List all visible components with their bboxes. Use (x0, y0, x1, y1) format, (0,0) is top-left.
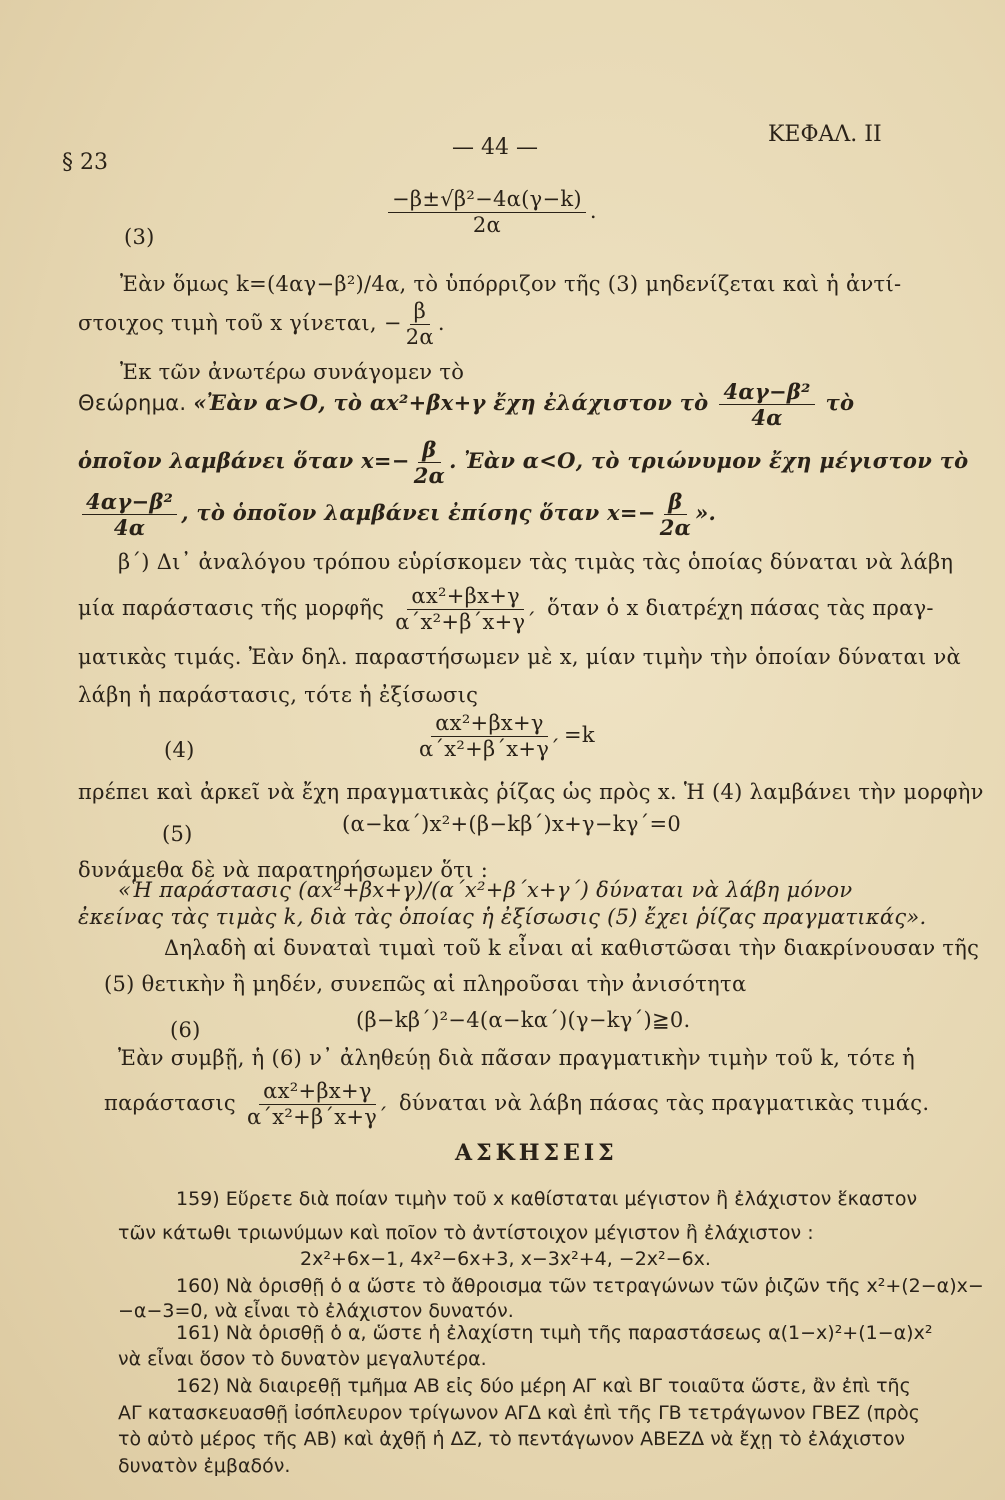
exercises-heading: ΑΣΚΗΣΕΙΣ (455, 1140, 618, 1166)
chapter-label: ΚΕΦΑΛ. ΙΙ (768, 122, 882, 147)
exercise-160-line-2: −α−3=0, νὰ εἶναι τὸ ἐλάχιστον δυνατόν. (118, 1300, 514, 1322)
paragraph-3-line-1: β΄) Δι᾽ ἀναλόγου τρόπου εὑρίσκομεν τὰς τιμὰς τὰς ὁποίας δύναται νὰ λάβη (118, 550, 954, 574)
paragraph-3-line-2 (78, 585, 934, 634)
theorem-line-3 (78, 438, 968, 487)
theorem-fraction-numerator: 4αγ−β² (719, 380, 814, 405)
paragraph-3-line-4: λάβη ἡ παράστασις, τότε ἡ ἐξίσωσις (78, 683, 479, 707)
fraction-denominator: 2α (405, 325, 434, 350)
formula-4-label: (4) (164, 738, 195, 762)
paragraph-5-line-3: ἐκείνας τὰς τιμὰς k, διὰ τὰς ὁποίας ἡ ἐξίσωσις (5) ἔχει ῥίζας πραγματικάς». (78, 905, 927, 929)
formula-4-rhs: =k (563, 723, 595, 748)
paragraph-5-line-5: (5) θετικὴν ἢ μηδέν, συνεπῶς αἱ πληροῦσαι τὴν ἀνισότητα (104, 972, 747, 996)
section-number: § 23 (62, 150, 108, 175)
theorem-line-4 (78, 490, 716, 539)
formula-4-denominator: α΄x²+β΄x+γ΄ (419, 737, 560, 762)
fraction-numerator: β (664, 490, 686, 515)
formula-3-label: (3) (124, 225, 155, 249)
paragraph-3-line-2-a: μία παράστασις τῆς μορφῆς (78, 596, 385, 621)
theorem-fraction-denominator: 4α (751, 405, 783, 431)
paragraph-6-line-2-a: παράστασις (104, 1091, 236, 1116)
theorem-line-3-b: . Ἐὰν α<Ο, τὸ τριώνυμον ἔχη μέγιστον τὸ (449, 448, 969, 474)
paragraph-3-line-2-b: ὅταν ὁ x διατρέχη πάσας τὰς πραγ- (547, 596, 934, 621)
formula-3 (384, 188, 597, 237)
fraction-denominator: 2α (413, 463, 446, 489)
exercise-162-line-1: 162) Νὰ διαιρεθῇ τμῆμα ΑΒ εἰς δύο μέρη ΑΓ καὶ ΒΓ τοιαῦτα ὥστε, ἂν ἐπὶ τῆς (176, 1375, 911, 1397)
formula-4 (415, 712, 595, 761)
exercise-162-line-3: τὸ αὐτὸ μέρος τῆς ΑΒ) καὶ ἀχθῇ ἡ ΔΖ, τὸ πεντάγωνον ΑΒΕΖΔ νὰ ἔχῃ τὸ ἐλάχιστον (118, 1428, 905, 1450)
paragraph-6-line-2-b: δύναται νὰ λάβη πάσας τὰς πραγματικὰς τιμάς. (398, 1091, 930, 1116)
paragraph-4-line-1: πρέπει καὶ ἀρκεῖ νὰ ἔχη πραγματικὰς ῥίζας ὡς πρὸς x. Ἡ (4) λαμβάνει τὴν μορφὴν (78, 780, 984, 804)
theorem-line (78, 380, 854, 429)
theorem-line-4-end: ». (695, 500, 717, 526)
exercise-159-line-2: τῶν κάτωθι τριωνύμων καὶ ποῖον τὸ ἀντίστοιχον μέγιστον ἢ ἐλάχιστον : (118, 1222, 814, 1244)
fraction-denominator: α΄x²+β΄x+γ΄ (395, 610, 537, 635)
fraction-numerator: β (418, 438, 440, 463)
theorem-text: «Ἐὰν α>Ο, τὸ αx²+βx+γ ἔχη ἐλάχιστον τὸ (193, 390, 709, 416)
paragraph-1-line-2 (78, 300, 445, 349)
theorem-line-4-a: , τὸ ὁποῖον λαμβάνει ἐπίσης ὅταν x=− (181, 500, 656, 526)
exercise-160-line-1: 160) Νὰ ὁρισθῇ ὁ α ὥστε τὸ ἄθροισμα τῶν τετραγώνων τῶν ῥιζῶν τῆς x²+(2−α)x− (176, 1275, 984, 1297)
formula-3-numerator: −β±√β²−4α(γ−k) (388, 188, 586, 213)
formula-5-label: (5) (162, 822, 193, 846)
exercise-159-line-3: 2x²+6x−1, 4x²−6x+3, x−3x²+4, −2x²−6x. (300, 1248, 711, 1270)
fraction-denominator: 2α (659, 515, 692, 541)
paragraph-6-line-1: Ἐὰν συμβῇ, ἡ (6) ν᾽ ἀληθεύῃ διὰ πᾶσαν πραγματικὴν τιμὴν τοῦ k, τότε ἡ (118, 1046, 915, 1070)
exercise-161-line-2: νὰ εἶναι ὅσον τὸ δυνατὸν μεγαλυτέρα. (118, 1348, 487, 1370)
fraction-denominator: α΄x²+β΄x+γ΄ (246, 1105, 388, 1130)
formula-3-denominator: 2α (472, 213, 502, 238)
fraction-numerator: 4αγ−β² (82, 490, 177, 515)
paragraph-2-line-1: Ἐκ τῶν ἀνωτέρω συνάγομεν τὸ (120, 360, 465, 384)
fraction-numerator: αx²+βx+γ (407, 585, 524, 610)
paragraph-5-line-4: Δηλαδὴ αἱ δυναταὶ τιμαὶ τοῦ k εἶναι αἱ καθιστῶσαι τὴν διακρίνουσαν τῆς (164, 936, 980, 960)
theorem-line-3-a: ὁποῖον λαμβάνει ὅταν x=− (78, 448, 410, 474)
theorem-label: Θεώρημα. (78, 391, 187, 416)
formula-4-numerator: αx²+βx+γ (431, 712, 548, 737)
paragraph-3-line-3: ματικὰς τιμάς. Ἐὰν δηλ. παραστήσωμεν μὲ x, μίαν τιμὴν τὴν ὁποίαν δύναται νὰ (78, 645, 962, 669)
page-number: — 44 — (452, 135, 538, 160)
paragraph-1-line-2-end: . (437, 311, 445, 336)
paragraph-6-line-2 (104, 1080, 929, 1129)
paragraph-5-line-2: «Ἡ παράστασις (αx²+βx+γ)/(α΄x²+β΄x+γ΄) δύναται νὰ λάβη μόνον (118, 878, 853, 902)
paragraph-5-line-1: δυνάμεθα δὲ νὰ παρατηρήσωμεν ὅτι : (78, 858, 489, 882)
exercise-162-line-4: δυνατὸν ἐμβαδόν. (118, 1455, 291, 1477)
theorem-end-word: τὸ (825, 390, 855, 416)
paragraph-1-line-2-text: στοιχος τιμὴ τοῦ x γίνεται, − (78, 311, 402, 336)
fraction-numerator: β (410, 300, 430, 325)
fraction-numerator: αx²+βx+γ (259, 1080, 376, 1105)
formula-3-end: . (589, 199, 597, 224)
formula-5: (α−kα΄)x²+(β−kβ΄)x+γ−kγ΄=0 (342, 812, 682, 836)
formula-6-label: (6) (170, 1018, 201, 1042)
exercise-161-line-1: 161) Νὰ ὁρισθῇ ὁ α, ὥστε ἡ ἐλαχίστη τιμὴ τῆς παραστάσεως α(1−x)²+(1−α)x² (176, 1322, 933, 1344)
exercise-162-line-2: ΑΓ κατασκευασθῇ ἰσόπλευρον τρίγωνον ΑΓΔ καὶ ἐπὶ τῆς ΓΒ τετράγωνον ΓΒΕΖ (πρὸς (118, 1402, 920, 1424)
fraction-denominator: 4α (113, 515, 146, 541)
paragraph-1-line-1: Ἐὰν ὅμως k=(4αγ−β²)/4α, τὸ ὑπόρριζον τῆς (3) μηδενίζεται καὶ ἡ ἀντί- (120, 272, 902, 296)
formula-6: (β−kβ΄)²−4(α−kα΄)(γ−kγ΄)≧0. (356, 1008, 691, 1032)
exercise-159-line-1: 159) Εὕρετε διὰ ποίαν τιμὴν τοῦ x καθίσταται μέγιστον ἢ ἐλάχιστον ἕκαστον (176, 1188, 918, 1210)
